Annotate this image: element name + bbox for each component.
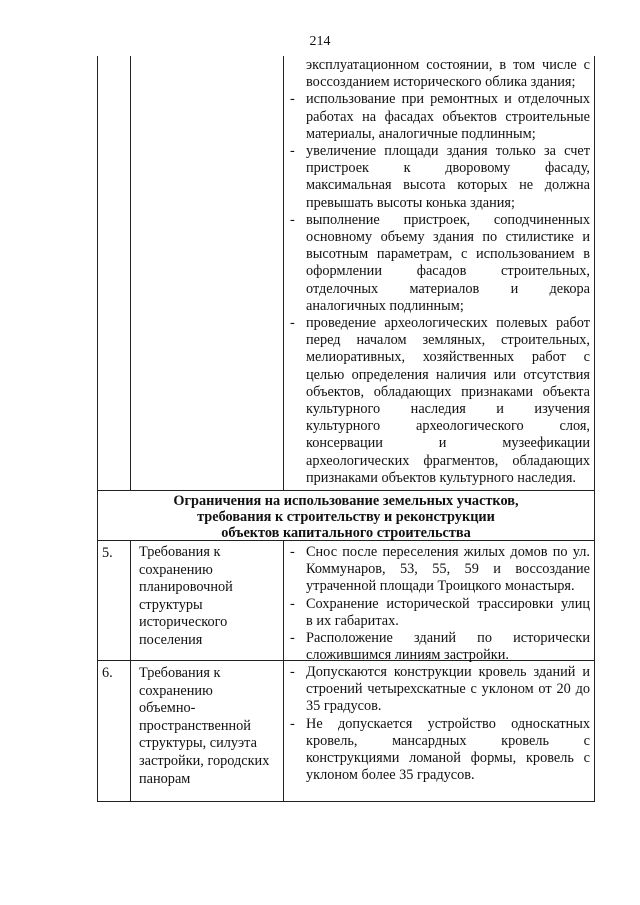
text-line: Снос после переселения жилых домов по ул. (306, 544, 590, 560)
list-item (290, 595, 590, 630)
text-line: эксплуатационном состоянии, в том числе с (306, 57, 590, 73)
text-line: превышать высоты конька здания; (306, 194, 515, 211)
top-section-text (290, 57, 590, 487)
dash-marker: - (290, 630, 295, 647)
text-line: сохранению (139, 561, 213, 578)
row-divider-top-section (97, 490, 595, 491)
row-number: 6. (102, 665, 113, 681)
text-line: максимальная высота которых не должна (306, 177, 590, 194)
text-line: Коммунаров, 53, 55, 59 и воссоздание (306, 561, 590, 578)
dash-marker: - (290, 664, 295, 680)
text-line: исторического (139, 614, 228, 631)
text-line: работах на фасадах объектов строительные (306, 108, 590, 125)
text-line: планировочной (139, 579, 233, 596)
text-line: сохранению (139, 682, 213, 699)
list-item (306, 57, 590, 91)
text-line: пристроек к дворовому фасаду, (306, 160, 590, 177)
table-border-bottom (97, 801, 595, 802)
row-title (139, 665, 281, 788)
text-line: материалы, аналогичные подлинным; (306, 125, 536, 142)
text-line: культурного наследия и изучения (306, 401, 590, 418)
row-title (139, 544, 279, 650)
row-number: 5. (102, 545, 113, 561)
text-line: отделочных материалов и декора (306, 280, 590, 297)
text-line: уклоном более 35 градусов. (306, 767, 475, 784)
text-line: использование при ремонтных и отделочных (306, 91, 590, 108)
text-line: признаками объектов культурного наследия. (306, 469, 577, 486)
text-line: в их габаритах. (306, 612, 399, 629)
dash-marker: - (290, 315, 295, 332)
text-line: основному объему здания по стилистике и (306, 229, 590, 246)
text-line: аналогичных подлинным; (306, 297, 464, 314)
text-line: увеличение площади здания только за счет (306, 143, 590, 160)
table-border-left (97, 56, 98, 802)
text-line: мелиоративных, хозяйственных работ с (306, 349, 590, 366)
col-divider-1-bottom (130, 540, 131, 802)
text-line: объектов, обладающих признаками объекта (306, 383, 590, 400)
section-header-line-1: Ограничения на использование земельных участков, (173, 493, 519, 509)
text-line: строений четырехскатные с уклоном от 20 до (306, 681, 590, 698)
text-line: застройки, городских (139, 752, 270, 769)
document-table (97, 56, 595, 802)
table-border-right (594, 56, 595, 802)
text-line: 35 градусов. (306, 698, 382, 715)
list-item (290, 544, 590, 596)
row-content (290, 544, 590, 664)
text-line: целью определения наличия или отсутствия (306, 366, 590, 383)
row-content (290, 664, 590, 784)
text-line: выполнение пристроек, соподчиненных (306, 211, 590, 228)
text-line: высотным параметрам, с использованием в (306, 246, 590, 263)
text-line: оформлении фасадов строительных, (306, 263, 590, 280)
list-item (290, 143, 590, 212)
text-line: воссозданием исторического облика здания; (306, 74, 576, 91)
text-line: кровель, мансардных кровель с (306, 732, 590, 749)
text-line: археологических фрагментов, обладающих (306, 452, 590, 469)
text-line: Требования к (139, 544, 221, 560)
list-item (290, 315, 590, 487)
list-item (290, 630, 590, 664)
text-line: Расположение зданий по исторически (306, 630, 590, 647)
text-line: панорам (139, 770, 191, 787)
page-number: 214 (309, 34, 331, 49)
list-item (290, 664, 590, 716)
dash-marker: - (290, 91, 295, 108)
list-item (290, 715, 590, 785)
text-line: пространственной (139, 717, 251, 734)
dash-marker: - (290, 715, 295, 732)
col-divider-1-top (130, 56, 131, 490)
text-line: сложившимся линиям застройки. (306, 647, 509, 664)
text-line: проведение археологических полевых работ (306, 315, 590, 332)
dash-marker: - (290, 211, 295, 228)
text-line: консервации и музеефикации (306, 435, 590, 452)
list-item (290, 91, 590, 143)
dash-marker: - (290, 143, 295, 160)
text-line: Не допускается устройство односкатных (306, 715, 590, 732)
section-header-line-3: объектов капитального строительства (221, 525, 471, 541)
col-divider-2-top (283, 56, 284, 490)
dash-marker: - (290, 595, 295, 612)
list-item (290, 211, 590, 315)
text-line: объемно- (139, 700, 196, 717)
text-line: Требования к (139, 665, 221, 681)
text-line: перед началом земляных, строительных, (306, 332, 590, 349)
section-header-line-2: требования к строительству и реконструкции (197, 509, 495, 525)
dash-marker: - (290, 544, 295, 560)
col-divider-2-bottom (283, 540, 284, 802)
text-line: поселения (139, 631, 203, 648)
text-line: культурного археологического слоя, (306, 418, 590, 435)
text-line: Допускаются конструкции кровель зданий и (306, 664, 590, 680)
text-line: структуры, силуэта (139, 735, 257, 752)
text-line: конструкциями ломаной формы, кровель с (306, 750, 590, 767)
text-line: утраченной площади Троицкого монастыря. (306, 578, 575, 595)
text-line: Сохранение исторической трассировки улиц (306, 595, 590, 612)
text-line: структуры (139, 596, 203, 613)
